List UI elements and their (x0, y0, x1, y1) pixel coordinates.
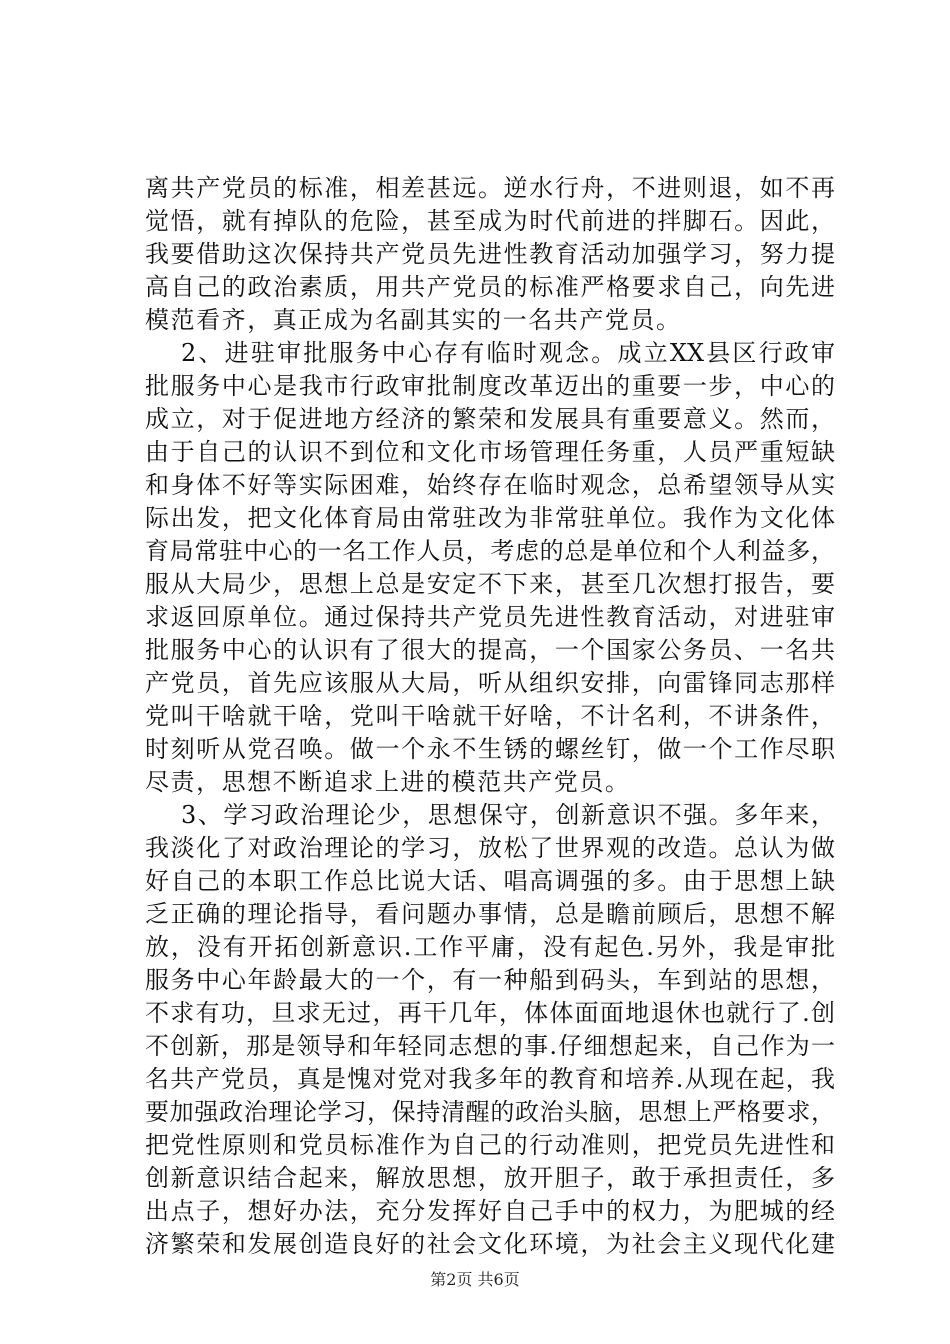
text-line: 名共产党员，真是愧对党对我多年的教育和培养.从现在起，我 (145, 1065, 835, 1093)
text-line: 产党员，首先应该服从大局，听从组织安排，向雷锋同志那样 (145, 669, 835, 697)
text-line: 放，没有开拓创新意识.工作平庸，没有起色.另外，我是审批 (145, 933, 835, 961)
text-line: 由于自己的认识不到位和文化市场管理任务重，人员严重短缺 (145, 438, 835, 466)
text-line: 服务中心年龄最大的一个，有一种船到码头，车到站的思想， (145, 966, 835, 994)
text-line: 高自己的政治素质，用共产党员的标准严格要求自己，向先进 (145, 273, 835, 301)
text-line: 离共产党员的标准，相差甚远。逆水行舟，不进则退，如不再 (145, 174, 835, 202)
text-line: 党叫干啥就干啥，党叫干啥就干好啥，不计名利，不讲条件， (145, 702, 835, 730)
text-line: 成立，对于促进地方经济的繁荣和发展具有重要意义。然而， (145, 405, 835, 433)
text-line: 我淡化了对政治理论的学习，放松了世界观的改造。总认为做 (145, 834, 835, 862)
text-line: 批服务中心是我市行政审批制度改革迈出的重要一步，中心的 (145, 372, 835, 400)
text-line: 和身体不好等实际困难，始终存在临时观念，总希望领导从实 (145, 471, 835, 499)
body-text (145, 172, 835, 1261)
paragraph-start-line: 2、进驻审批服务中心存有临时观念。成立XX县区行政审 (181, 339, 835, 367)
text-line: 济繁荣和发展创造良好的社会文化环境，为社会主义现代化建 (145, 1230, 835, 1258)
text-line: 好自己的本职工作总比说大话、唱高调强的多。由于思想上缺 (145, 867, 835, 895)
text-line: 服从大局少，思想上总是安定不下来，甚至几次想打报告，要 (145, 570, 835, 598)
text-line: 我要借助这次保持共产党员先进性教育活动加强学习，努力提 (145, 240, 835, 268)
page-number-footer: 第2页 共6页 (430, 1270, 520, 1289)
text-line: 模范看齐，真正成为名副其实的一名共产党员。 (145, 306, 682, 334)
text-line: 批服务中心的认识有了很大的提高，一个国家公务员、一名共 (145, 636, 835, 664)
text-line: 际出发，把文化体育局由常驻改为非常驻单位。我作为文化体 (145, 504, 835, 532)
text-line: 出点子，想好办法，充分发挥好自己手中的权力，为肥城的经 (145, 1197, 835, 1225)
text-line: 育局常驻中心的一名工作人员，考虑的总是单位和个人利益多， (145, 537, 835, 565)
paragraph-start-line: 3、学习政治理论少，思想保守，创新意识不强。多年来， (181, 801, 835, 829)
text-line: 把党性原则和党员标准作为自己的行动准则，把党员先进性和 (145, 1131, 835, 1159)
text-line: 要加强政治理论学习，保持清醒的政治头脑，思想上严格要求， (145, 1098, 835, 1126)
text-line: 创新意识结合起来，解放思想，放开胆子，敢于承担责任，多 (145, 1164, 835, 1192)
text-line: 时刻听从党召唤。做一个永不生锈的螺丝钉，做一个工作尽职 (145, 735, 835, 763)
text-line: 尽责，思想不断追求上进的模范共产党员。 (145, 768, 631, 796)
text-line: 不创新，那是领导和年轻同志想的事.仔细想起来，自己作为一 (145, 1032, 835, 1060)
text-line: 乏正确的理论指导，看问题办事情，总是瞻前顾后，思想不解 (145, 900, 835, 928)
text-line: 不求有功，旦求无过，再干几年，体体面面地退休也就行了.创 (145, 999, 835, 1027)
text-line: 觉悟，就有掉队的危险，甚至成为时代前进的拌脚石。因此， (145, 207, 835, 235)
text-line: 求返回原单位。通过保持共产党员先进性教育活动，对进驻审 (145, 603, 835, 631)
